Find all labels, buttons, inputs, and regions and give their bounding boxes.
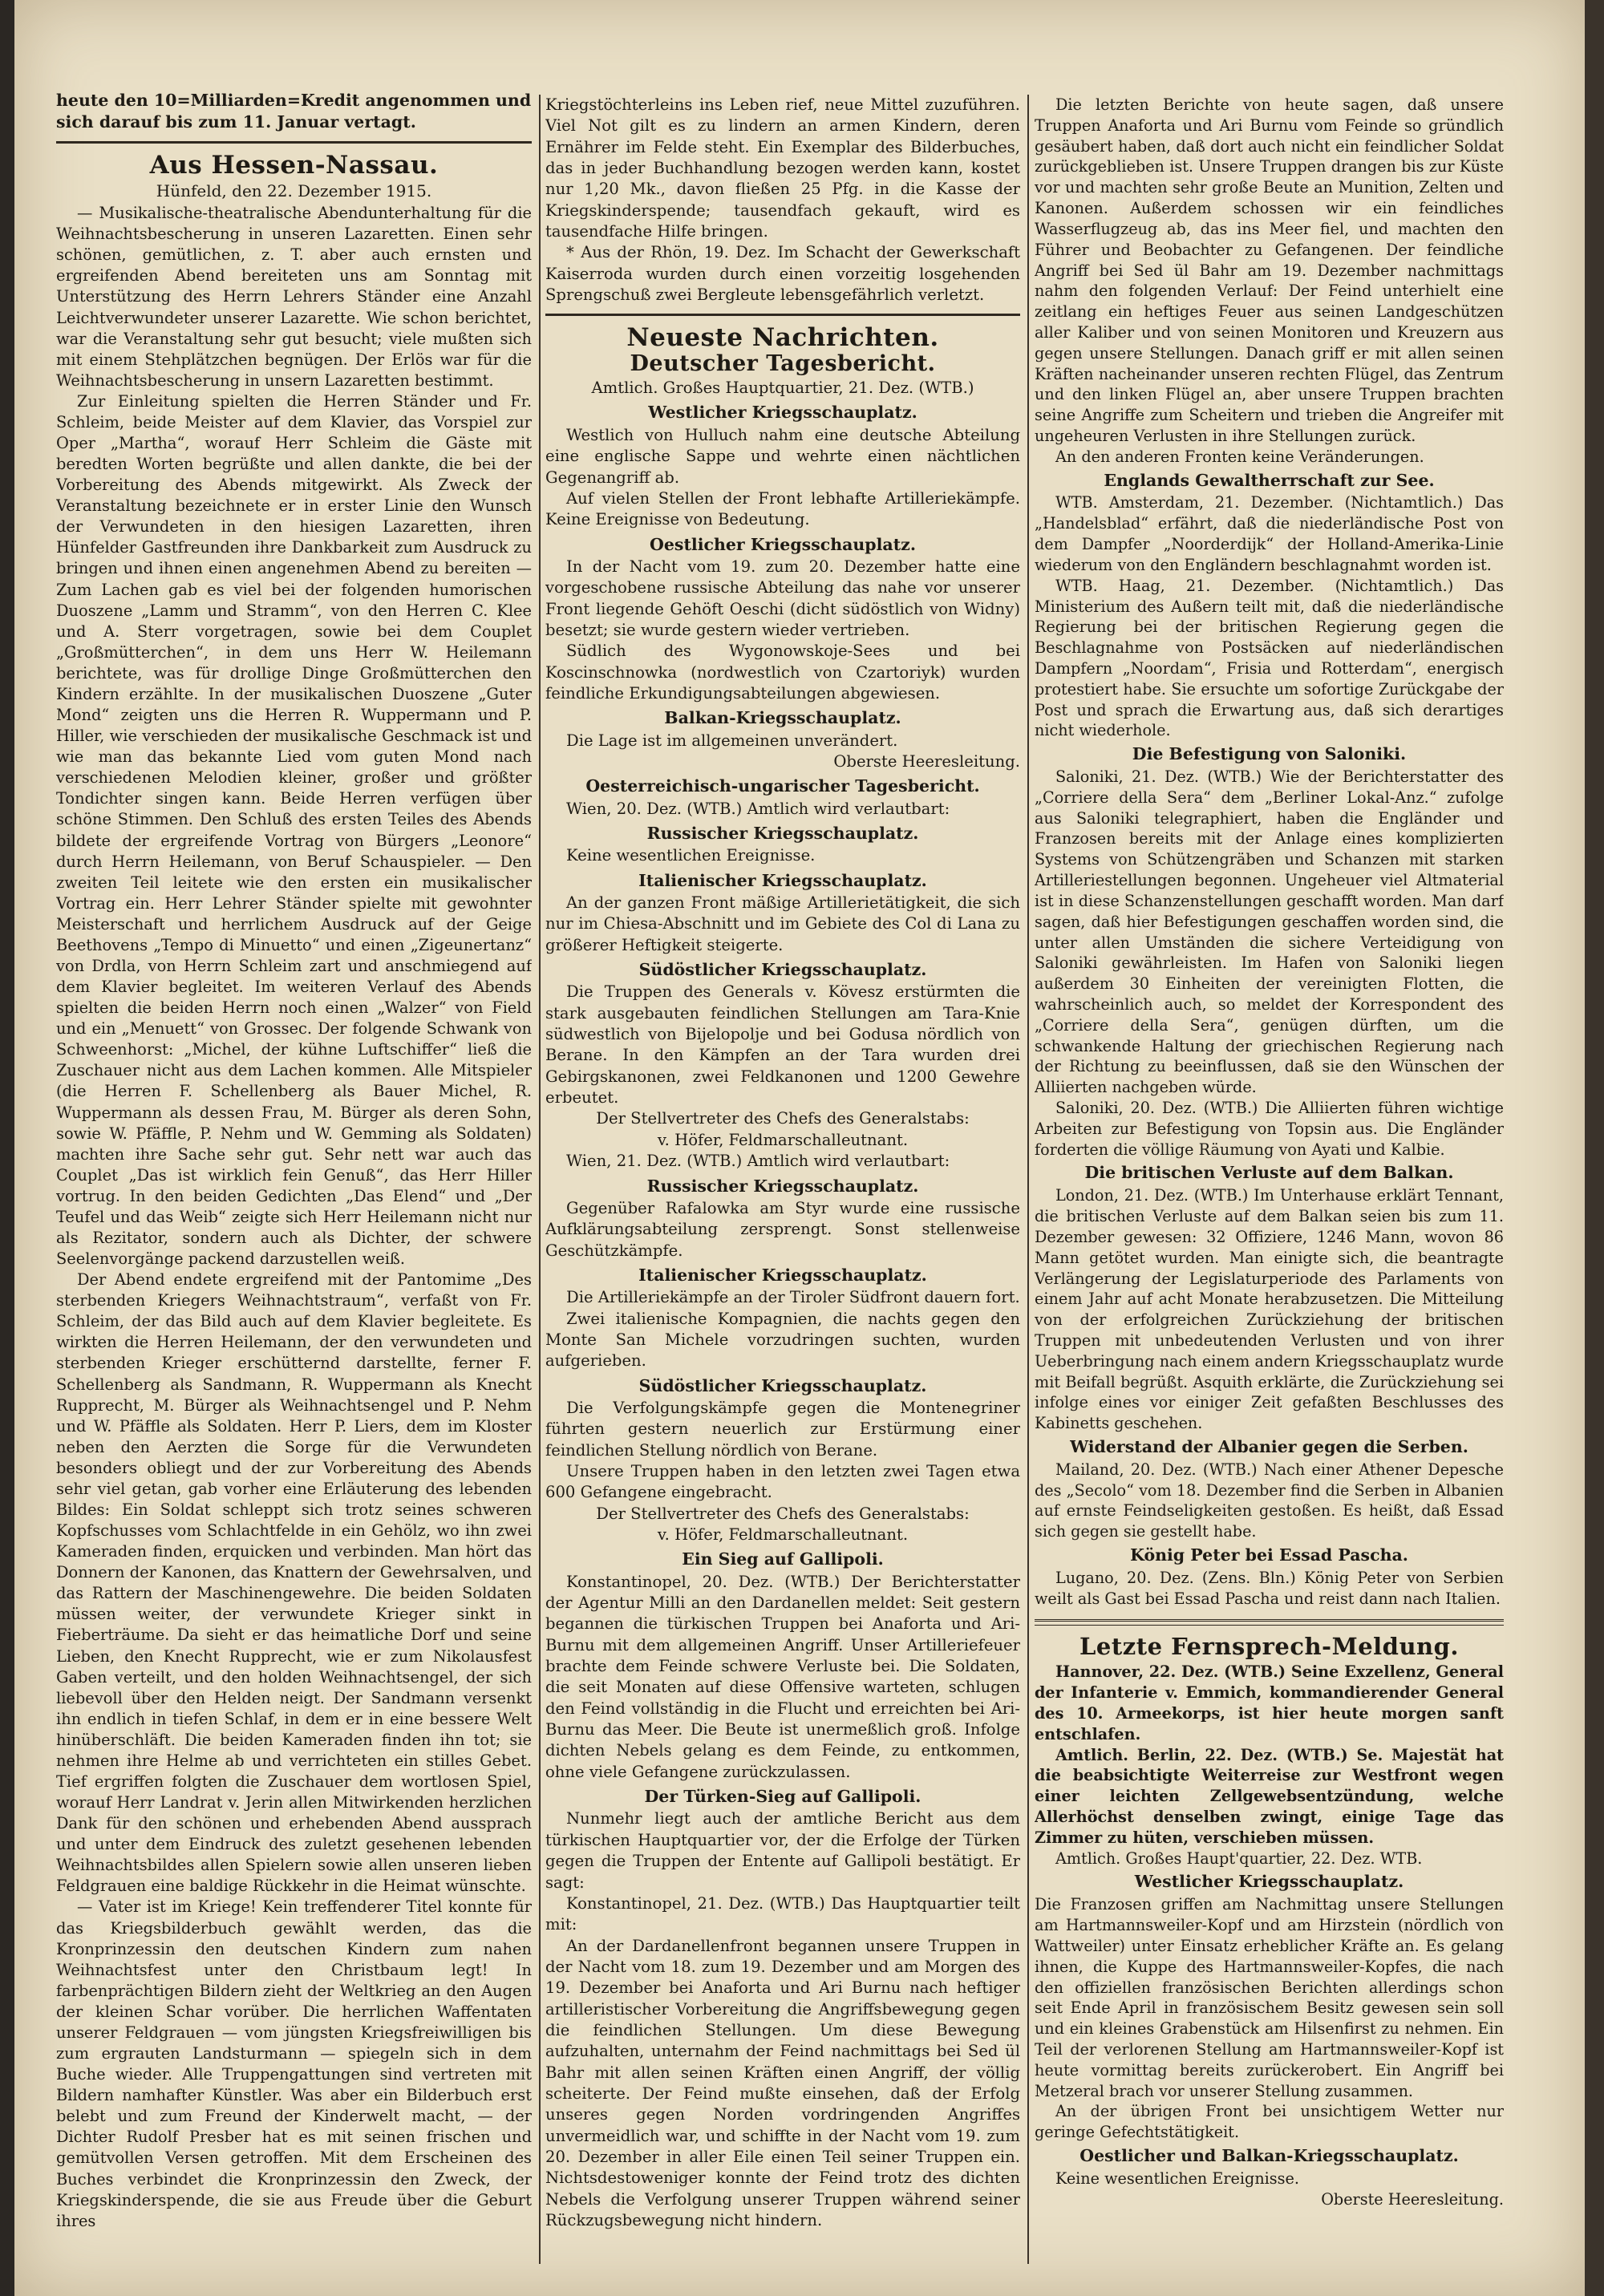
article-paragraph: An der übrigen Front bei unsichtigem Wetter nur geringe Gefechtstätigkeit. — [1035, 2102, 1504, 2142]
article-paragraph: Mailand, 20. Dez. (WTB.) Nach einer Athener Depesche des „Secolo“ vom 18. Dezember find die Serben in Albanien auf ernste Feindseligkeiten gestoßen. Es heißt, daß Essad sich gegen sie gestellt habe. — [1035, 1460, 1504, 1541]
theater-heading: Westlicher Kriegsschauplatz. — [648, 403, 917, 423]
article-heading: Widerstand der Albanier gegen die Serben. — [1070, 1437, 1468, 1456]
article-paragraph: An den anderen Fronten keine Veränderungen. — [1055, 447, 1424, 466]
article-heading: König Peter bei Essad Pascha. — [1130, 1545, 1408, 1565]
theater-heading: Südöstlicher Kriegsschauplatz. — [638, 960, 927, 980]
article-paragraph: — Musikalische-theatralische Abendunterhaltung für die Weihnachtsbescherung in unseren Lazaretten. Einen sehr schönen, gemütlichen, z. T. aber auch ernsten und ergreifenden Abend bereiteten uns am Sonntag mit Unterstützung des Herrn Lehrers Ständer eine Anzahl Leichtverwundeter unserer Lazarette. Wie schon berichtet, war die Veranstaltung sehr gut besucht; viele mußten sich mit einem Stehplätzchen begnügen. Der Erlös war für die Weihnachtsbescherung in unsern Lazaretten bestimmt. — [56, 204, 532, 390]
article-paragraph: Die letzten Berichte von heute sagen, daß unsere Truppen Anaforta und Ari Burnu vom Feinde so gründlich gesäubert haben, daß dort auch nicht ein feindlicher Soldat zurückgeblieben ist. Unsere Truppen drangen bis zur Küste vor und machten sehr große Beute an Munition, Zelten und Kanonen. Außerdem schossen wir ein feindliches Wasserflugzeug ab, das ins Meer fiel, und machten den Führer und Beobachter zu Gefangenen. Der feindliche Angriff bei Sed ül Bahr am 19. Dezember nachmittags nahm den folgenden Verlauf: Der Feind unterhielt eine zeitlang ein heftiges Feuer aus seinen Landgeschützen aller Kaliber und von seinen Monitoren und Kreuzern aus gegen unsere Stellungen. Danach griff er mit allen seinen Kräften nacheinander unseren rechten Flügel, das Zentrum und den linken Flügel an, aber unsere Truppen brachten seine Angriffe zum Scheitern und trieben die Angreifer mit ungeheuren Verlusten in ihre Stellungen zurück. — [1035, 95, 1504, 445]
article-paragraph: Amtlich. Berlin, 22. Dez. (WTB.) Se. Majestät hat die beabsichtigte Weiterreise zur Westfront wegen einer leichten Zellgewebsentzündung, welche Allerhöchst denselben zwingt, einige Tage das Zimmer zu hüten, verschieben müssen. — [1035, 1745, 1504, 1847]
article-paragraph: Zwei italienische Kompagnien, die nachts gegen den Monte San Michele vorzudringen suchten, wurden aufgerieben. — [545, 1309, 1020, 1371]
article-paragraph: Die Lage ist im allgemeinen unverändert. — [566, 731, 898, 750]
signature: Oberste Heeresleitung. — [1321, 2189, 1504, 2209]
column-3 — [1035, 95, 1504, 2264]
dateline: Amtlich. Großes Hauptquartier, 21. Dez. (WTB.) — [591, 379, 974, 398]
theater-heading: Oestlicher und Balkan-Kriegsschauplatz. — [1079, 2146, 1459, 2165]
theater-heading: Westlicher Kriegsschauplatz. — [1134, 1872, 1404, 1892]
signature: v. Höfer, Feldmarschalleutnant. — [657, 1525, 909, 1544]
section-heading: Neueste Nachrichten. — [626, 323, 939, 353]
article-paragraph: Keine wesentlichen Ereignisse. — [1055, 2168, 1299, 2188]
article-paragraph: Die Truppen des Generals v. Kövesz erstürmten die stark ausgebauten feindlichen Stellungen am Tara-Knie südwestlich von Bijelopolje und bei Godusa nördlich von Berane. In den Kämpfen an der Tara wurden drei Gebirgskanonen, zwei Feldkanonen und 1200 Gewehre erbeutet. — [545, 982, 1020, 1108]
article-paragraph: Keine wesentlichen Ereignisse. — [566, 846, 816, 865]
theater-heading: Italienischer Kriegsschauplatz. — [638, 1265, 927, 1285]
theater-heading: Balkan-Kriegsschauplatz. — [664, 708, 901, 728]
theater-heading: Oestlicher Kriegsschauplatz. — [650, 534, 916, 554]
theater-heading: Südöstlicher Kriegsschauplatz. — [638, 1375, 927, 1395]
theater-heading: Russischer Kriegsschauplatz. — [646, 824, 919, 843]
article-heading: Der Türken-Sieg auf Gallipoli. — [644, 1787, 921, 1807]
dateline: Amtlich. Großes Haupt'quartier, 22. Dez. WTB. — [1055, 1849, 1423, 1868]
article-paragraph: Auf vielen Stellen der Front lebhafte Artilleriekämpfe. Keine Ereignisse von Bedeutung. — [545, 488, 1020, 529]
article-paragraph: * Aus der Rhön, 19. Dez. Im Schacht der Gewerkschaft Kaiserroda wurden durch einen vorzeitig losgehenden Sprengschuß zwei Bergleute lebensgefährlich verletzt. — [545, 243, 1020, 305]
article-paragraph: Konstantinopel, 20. Dez. (WTB.) Der Berichterstatter der Agentur Milli an den Dardanellen meldet: Seit gestern begannen die türkischen Truppen bei Anaforta und Ari-Burnu mit dem allgemeinen Angriff. Unser Artilleriefeuer brachte dem Feinde schwere Verluste bei. Die Soldaten, die seit Monaten auf diese Offensive warteten, schlugen den Feind vollständig in die Flucht und erreichten bei Ari-Burnu das Meer. Die Beute ist unermeßlich groß. Infolge dichten Nebels gelang es dem Feinde, zu entkommen, ohne viele Gefangene zurückzulassen. — [545, 1572, 1020, 1781]
report-heading: Oesterreichisch-ungarischer Tagesbericht. — [585, 776, 980, 796]
article-paragraph: Unsere Truppen haben in den letzten zwei Tagen etwa 600 Gefangene eingebracht. — [545, 1461, 1020, 1502]
article-paragraph: Lugano, 20. Dez. (Zens. Bln.) König Peter von Serbien weilt als Gast bei Essad Pascha und reist dann nach Italien. — [1035, 1568, 1504, 1608]
article-paragraph: Die Artilleriekämpfe an der Tiroler Südfront dauern fort. — [566, 1288, 1020, 1307]
article-paragraph: Die Franzosen griffen am Nachmittag unsere Stellungen am Hartmannsweiler-Kopf und am Hirzstein (nördlich von Wattweiler) unter Einsatz erheblicher Kräfte an. Es gelang ihnen, die Kuppe des Hartmannsweiler-Kopfes, die nach den offiziellen französischen Berichten allerdings schon seit Ende April in französischem Besitz gewesen sein soll und ein kleines Grabenstück am Hilsenfirst zu nehmen. Ein Teil der verlorenen Stellung am Hartmannsweiler-Kopf ist heute vormittag bereits zurückerobert. Ein Angriff bei Metzeral brach vor unserer Stellung zusammen. — [1035, 1895, 1504, 2100]
article-paragraph: Südlich des Wygonowskoje-Sees und bei Koscinschnowka (nordwestlich von Czartoriyk) wurden feindliche Erkundigungsabteilungen abgewiesen. — [545, 642, 1020, 703]
signature: Oberste Heeresleitung. — [833, 751, 1020, 771]
article-heading: Die britischen Verluste auf dem Balkan. — [1084, 1163, 1454, 1183]
article-paragraph: An der Dardanellenfront begannen unsere Truppen in der Nacht vom 18. zum 19. Dezember und am Morgen des 19. Dezember bei Anaforta und Ari Burnu nach heftiger artilleristischer Vorbereitung die Angriffsbewegung gegen die feindlichen Stellungen. Um diese Bewegung aufzuhalten, unternahm der Feind nachmittags bei Sed ül Bahr mit allen seinen Kräften einen Angriff, der völlig scheiterte. Der Feind mußte einsehen, daß der Erfolg unseres gegen Norden vordringenden Angriffes unvermeidlich war, und schiffte in der Nacht vom 19. zum 20. Dezember in aller Eile einen Teil seiner Truppen ein. Nichtsdestoweniger konnte der Feind trotz des dichten Nebels die Verfolgung unserer Truppen während seiner Rückzugsbewegung nicht hindern. — [545, 1936, 1020, 2229]
dateline: Wien, 21. Dez. (WTB.) Amtlich wird verlautbart: — [566, 1152, 950, 1171]
article-heading: Die Befestigung von Saloniki. — [1132, 744, 1407, 764]
article-paragraph: Die Verfolgungskämpfe gegen die Montenegriner führten gestern neuerlich zur Erstürmung einer feindlichen Stellung nördlich von Berane. — [545, 1398, 1020, 1460]
article-paragraph: Gegenüber Rafalowka am Styr wurde eine russische Aufklärungsabteilung zersprengt. Sonst stellenweise Geschützkämpfe. — [545, 1198, 1020, 1260]
theater-heading: Italienischer Kriegsschauplatz. — [638, 870, 927, 890]
article-paragraph: Der Abend endete ergreifend mit der Pantomime „Des sterbenden Kriegers Weihnachtstraum“, verfaßt von Fr. Schleim, der das Bild auch auf dem Klavier begleitete. Es wirkten die Herren Heilemann, der den verwundeten und sterbenden Krieger erschütternd darstellte, ferner F. Schellenberg als Sandmann, R. Wuppermann als Knecht Rupprecht, M. Bürger als Weihnachtsengel und P. Nehm und W. Pfäffle als Soldaten. Herr P. Liers, dem im Kloster neben den Aerzten die Sorge für die Verwundeten besonders obliegt und der zur Vorbereitung des Abends sehr viel getan, gab vorher eine Erläuterung des lebenden Bildes: Ein Soldat schleppt sich trotz seines schweren Kopfschusses vom Schlachtfelde in ein Gehölz, wo ihn zwei Kameraden finden, erquicken und verbinden. Man hört das Donnern der Kanonen, das Knattern der Gewehrsalven, und das Rattern der Maschinengewehre. Die beiden Soldaten müssen weiter, der verwundete Krieger sinkt in Fieberträume. Da sieht er das heimatliche Dorf und seine Lieben, den Knecht Rupprecht, wie er zum Nikolausfest Gaben verteilt, und den holden Weihnachtsengel, der sich liebevoll über den Helden neigt. Der Sandmann versenkt ihn endlich in tiefen Schlaf, in dem er in eine bessere Welt hinüberschläft. Die beiden Kameraden finden ihn tot; sie nehmen ihre Helme ab und verrichteten ein stilles Gebet. Tief ergriffen folgten die Zuschauer dem wortlosen Spiel, worauf Herr Landrat v. Jerin allen Mitwirkenden herzlichen Dank für den schönen und erhebenden Abend aussprach und unter dem Eindruck des zuletzt gesehenen lebenden Weihnachtsbildes allen Spielern sowie allen unseren lieben Feldgrauen eine baldige Rückkehr in die Heimat wünschte. — [56, 1270, 532, 1896]
signature: Der Stellvertreter des Chefs des Generalstabs: — [596, 1504, 970, 1523]
article-heading: Ein Sieg auf Gallipoli. — [682, 1549, 884, 1569]
article-paragraph: Kriegstöchterleins ins Leben rief, neue Mittel zuzuführen. Viel Not gilt es zu lindern an armen Kindern, deren Ernährer im Felde steht. Ein Exemplar des Bilderbuches, das in jeder Buchhandlung bezogen werden kann, kostet nur 1,20 Mk., davon fließen 25 Pfg. in die Kasse der Kriegskinderspende; tausendfach gekauft, wird es tausendfache Hilfe bringen. — [545, 95, 1020, 241]
article-paragraph: Zur Einleitung spielten die Herren Ständer und Fr. Schleim, beide Meister auf dem Klavier, das Vorspiel zur Oper „Martha“, worauf Herr Schleim die Gäste mit beredten Worten begrüßte und allen dankte, die bei der Vorbereitung des Abends mitgewirkt. Als Zweck der Veranstaltung bezeichnete er in erster Linie den Wunsch der Verwundeten in den hiesigen Lazaretten, ihren Hünfelder Gastfreunden ihre Dankbarkeit zum Ausdruck zu bringen und ihnen einen angenehmen Abend zu bereiten — Zum Lachen gab es viel bei der folgenden humorischen Duoszene „Lamm und Stramm“, von den Herren C. Klee und A. Sterr vorgetragen, sowie bei dem Couplet „Großmütterchen“, in dem uns Herr W. Heilemann berichtete, was für drollige Dinge Großmütterchen den Kindern erzählte. In der musikalischen Duoszene „Guter Mond“ zeigten uns die Herren R. Wuppermann und P. Hiller, wie verschieden der musikalische Geschmack ist und wie man das bekannte Lied vom guten Mond nach verschiedenen Melodien kleiner, großer und größter Tondichter singen kann. Beide Herren verfügen über schöne Stimmen. Den Schluß des ersten Teiles des Abends bildete der ergreifende Vortrag von Bürgers „Leonore“ durch Herrn Heilemann, von Beruf Schauspieler. — Den zweiten Teil leitete wie den ersten ein musikalischer Vortrag ein. Herr Lehrer Ständer spielte mit gewohnter Meisterschaft und herrlichem Ausdruck auf der Geige Beethovens „Tempo di Minuetto“ und einen „Zigeunertanz“ von Drdla, von Herrn Schleim zart und anschmiegend auf dem Klavier begleitet. Im weiteren Verlauf des Abends spielten die beiden Herrn noch einen „Walzer“ von Field und ein „Menuett“ von Grossec. Der folgende Schwank von Schweenhorst: „Michel, der kühne Luftschiffer“ ließ die Zuschauer nicht aus dem Lachen kommen. Alle Mitspieler (die Herren F. Schellenberg als Bauer Michel, R. Wuppermann als dessen Frau, M. Bürger als deren Sohn, sowie W. Pfäffle, P. Nehm und W. Gemming als Soldaten) machten ihre Sache sehr gut. Sehr nett war auch das Couplet „Das ist wirklich fein Genuß“, das Herr Hiller vortrug. In den beiden Gedichten „Das Elend“ und „Der Teufel und das Weib“ zeigte sich Herr Heilemann nicht nur als Rezitator, sondern auch als Dichter, der schwere Seelenvorgänge packend darzustellen weiß. — [56, 391, 532, 1269]
article-paragraph: Hannover, 22. Dez. (WTB.) Seine Exzellenz, General der Infanterie v. Emmich, kommandierender General des 10. Armeekorps, ist hier heute morgen sanft entschlafen. — [1035, 1662, 1504, 1743]
article-paragraph: Konstantinopel, 21. Dez. (WTB.) Das Hauptquartier teilt mit: — [545, 1893, 1020, 1934]
signature: v. Höfer, Feldmarschalleutnant. — [657, 1130, 909, 1149]
column-2 — [545, 95, 1020, 2264]
column-rule — [1027, 95, 1029, 2264]
article-paragraph: Saloniki, 21. Dez. (WTB.) Wie der Berichterstatter des „Corriere della Sera“ dem „Berliner Lokal-Anz.“ zufolge aus Saloniki telegraphiert, haben die Engländer und Franzosen bereits mit der Anlage eines komplizierten Systems von Schützengräben und Schanzen mit starken Artilleriestellungen begonnen. Ungeheuer viel Altmaterial ist in diese Schanzenstellungen geschafft worden. Man darf sagen, daß hier Befestigungen geschaffen worden sind, die unter allen Umständen die sichere Verteidigung von Saloniki gewährleisten. Im Hafen von Saloniki liegen außerdem 30 Einheiten der vereinigten Flotten, die wahrscheinlich auch, so meldet der Korrespondent des „Corriere della Sera“, genügen dürften, um die schwankende Haltung der griechischen Regierung nach der Richtung zu beeinflussen, daß sie den Wünschen der Alliierten nachgeben würde. — [1035, 767, 1504, 1097]
sub-heading: Deutscher Tagesbericht. — [630, 350, 936, 376]
article-paragraph: London, 21. Dez. (WTB.) Im Unterhause erklärt Tennant, die britischen Verluste auf dem Balkan seien bis zum 11. Dezember gewesen: 32 Offiziere, 1246 Mann, wovon 86 Mann getötet wurden. Man einigte sich, die beantragte Verlängerung der Legislaturperiode des Parlaments von einem Jahr auf acht Monate herabzusetzen. Die Mitteilung von der erfolgreichen Zurückziehung der britischen Truppen mit unbedeutenden Verlusten und von ihrer Ueberbringung nach einem andern Kriegsschauplatz wurde mit Beifall begrüßt. Asquith erklärte, die Zurückziehung sei infolge eines vor einiger Zeit gefaßten Beschlusses des Kabinetts geschehen. — [1035, 1186, 1504, 1433]
article-paragraph: In der Nacht vom 19. zum 20. Dezember hatte eine vorgeschobene russische Abteilung das nahe vor unserer Front liegende Gehöft Oeschi (dicht südöstlich von Widny) besetzt; sie wurde gestern wieder vertrieben. — [545, 557, 1020, 639]
article-paragraph: Nunmehr liegt auch der amtliche Bericht aus dem türkischen Hauptquartier vor, der die Erfolge der Türken gegen die Truppen der Entente auf Gallipoli bestätigt. Er sagt: — [545, 1809, 1020, 1892]
column-rule — [539, 95, 541, 2264]
section-heading: Aus Hessen-Nassau. — [149, 151, 439, 180]
lead-text: heute den 10=Milliarden=Kredit angenommen und sich darauf bis zum 11. Januar vertagt. — [56, 91, 532, 132]
section-heading: Letzte Fernsprech-Meldung. — [1079, 1632, 1459, 1660]
divider — [1035, 1619, 1504, 1626]
divider — [56, 141, 532, 144]
article-paragraph: An der ganzen Front mäßige Artillerietätigkeit, die sich nur im Chiesa-Abschnitt und im Gebiete des Col di Lana zu größerer Heftigkeit steigerte. — [545, 893, 1020, 954]
divider — [545, 314, 1020, 316]
dateline: Wien, 20. Dez. (WTB.) Amtlich wird verlautbart: — [566, 799, 950, 818]
article-heading: Englands Gewaltherrschaft zur See. — [1104, 470, 1435, 490]
dateline: Hünfeld, den 22. Dezember 1915. — [156, 181, 432, 201]
article-paragraph: Westlich von Hulluch nahm eine deutsche Abteilung eine englische Sappe und wehrte einen nächtlichen Gegenangriff ab. — [545, 425, 1020, 487]
page-edge — [1585, 0, 1604, 2296]
article-paragraph: WTB. Haag, 21. Dezember. (Nichtamtlich.) Das Ministerium des Außern teilt mit, daß die niederländische Regierung bei der britischen Regierung gegen die Beschlagnahme von Postsäcken auf niederländischen Dampfern „Noordam“, Frisia und Rotterdam“, energisch protestiert habe. Sie ersuchte um sofortige Zurückgabe der Post und sprach die Erwartung aus, daß sich derartiges nicht wiederhole. — [1035, 576, 1504, 740]
column-1 — [56, 90, 532, 2264]
article-paragraph: — Vater ist im Kriege! Kein treffenderer Titel konnte für das Kriegsbilderbuch gewählt werden, das die Kronprinzessin den deutschen Kindern zum nahen Weihnachtsfest unter den Christbaum legt! In farbenprächtigen Bildern zieht der Weltkrieg an den Augen der kleinen Schar vorüber. Die herrlichen Waffentaten unserer Feldgrauen — vom jüngsten Kriegsfreiwilligen bis zum ergrauten Landsturmann — spiegeln sich in dem Buche wieder. Alle Truppengattungen sind vertreten mit Bildern namhafter Künstler. Was aber ein Bilderbuch erst belebt und zum Freund der Kinderwelt macht, — der Dichter Rudolf Presber hat es mit seinen frischen und gemütvollen Versen getroffen. Mit dem Erscheinen des Buches verbindet die Kronprinzessin den Zweck, der Kriegskinderspende, die sie aus Freude über die Geburt ihres — [56, 1897, 532, 2230]
article-paragraph: WTB. Amsterdam, 21. Dezember. (Nichtamtlich.) Das „Handelsblad“ erfährt, daß die niederländische Post von dem Dampfer „Noorderdijk“ der Holland-Amerika-Linie wiederum von den Engländern beschlagnahmt worden ist. — [1035, 493, 1504, 574]
article-paragraph: Saloniki, 20. Dez. (WTB.) Die Alliierten führen wichtige Arbeiten zur Befestigung von Topsin aus. Die Engländer forderten die völlige Räumung von Ayati und Kalbie. — [1035, 1099, 1504, 1159]
theater-heading: Russischer Kriegsschauplatz. — [646, 1176, 919, 1196]
signature: Der Stellvertreter des Chefs des Generalstabs: — [596, 1109, 970, 1128]
